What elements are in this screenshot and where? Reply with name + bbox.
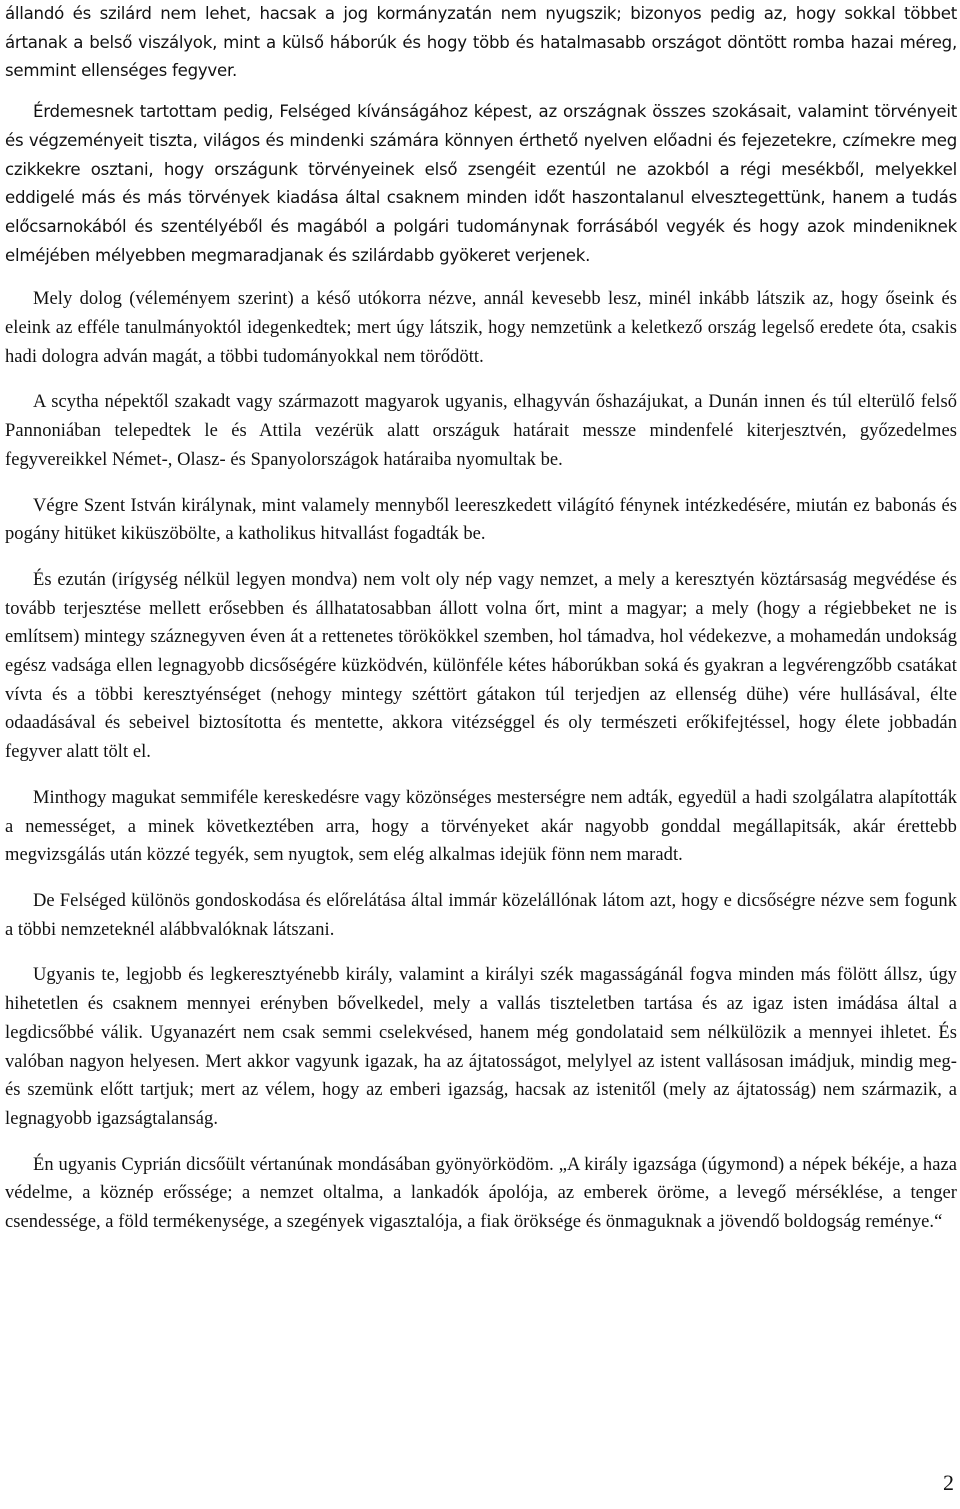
paragraph: Végre Szent István királynak, mint valamely mennyből leereszkedett világító fénynek intézkedésére, miután ez babonás és pogány hitüket kiküszöbölte, a katholikus hitvallást fogadták be. — [5, 495, 957, 545]
document-page — [5, 0, 957, 1254]
paragraph: Minthogy magukat semmiféle kereskedésre vagy közönséges mesterségre nem adták, egyedül a hadi szolgálatra alapították a nemességet, a minek következtében arra, hogy a törvényeket akár nagyobb gonddal megállapitsák, akár érettebb megvizsgálás után közzé tegyék, sem nyugtok, sem elég alkalmas idejük fönn nem maradt. — [5, 787, 957, 866]
paragraph: Én ugyanis Cyprián dicsőült vértanúnak mondásában gyönyörködöm. „A király igazsága (úgymond) a népek békéje, a haza védelme, a köznép erőssége; a nemzet oltalma, a lankadók ápolója, az emberek öröme, a levegő mérséklése, a tenger csendessége, a föld termékenysége, a szegények vigasztalója, a fiak öröksége és önmaguknak a jövendő boldogság reménye.“ — [5, 1154, 957, 1233]
paragraph: És ezután (irígység nélkül legyen mondva) nem volt oly nép vagy nemzet, a mely a keresztyén köztársaság megvédése és tovább terjesztése mellett erősebben és állhatatosabban állott volna őrt, mint a magyar; a mely (hogy a régiebbeket ne is említsem) mintegy száznegyven éven át a rettenetes törökökkel szemben, hol támadva, hol védekezve, a mohamedán undokság egész vadsága ellen legnagyobb dicsőségére küzködvén, különféle kétes háborúkban soká és gyakran a legvérengzőbb csatákat vívta és a többi keresztyénséget (nehogy mintegy széttört gátakon túl terjedjen az ellenség dühe) vére hullásával, élte odaadásával és sebeivel biztosította és mentette, akkora vitézséggel és oly természeti erőkifejtéssel, hogy élete jobbadán fegyver alatt tölt el. — [5, 569, 957, 763]
paragraph: Mely dolog (véleményem szerint) a késő utókorra nézve, annál kevesebb lesz, minél inkább látszik az, hogy őseink és eleink az efféle tanulmányoktól idegenkedtek; mert úgy látszik, hogy nemzetünk a keletkező ország legelső eredete óta, csakis hadi dologra adván magát, a többi tudományokkal nem törődött. — [5, 289, 957, 367]
paragraph: A scytha népektől szakadt vagy származott magyarok ugyanis, elhagyván őshazájukat, a Dunán innen és túl elterülő felső Pannoniában telepedtek le és Attila vezérük alatt országuk határait messze mindenfelé kiterjesztvén, győzedelmes fegyvereikkel Német-, Olasz- és Spanyolországok határaiba nyomultak be. — [5, 392, 957, 470]
paragraph: De Felséged különös gondoskodása és előrelátása által immár közelállónak látom azt, hogy e dicsőségre nézve sem fogunk a többi nemzeteknél alábbvalóknak látszani. — [5, 890, 957, 940]
page-number: 2 — [943, 1470, 954, 1495]
paragraph-continued: állandó és szilárd nem lehet, hacsak a jog kormányzatán nem nyugszik; bizonyos pedig az, hogy sokkal többet ártanak a belső viszályok, mint a külső háborúk és hogy több és hatalmasabb országot döntött romba hazai méreg, semmint ellenséges fegyver. — [5, 4, 957, 81]
paragraph: Ugyanis te, legjobb és legkeresztyénebb király, valamint a királyi szék magasságánál fogva minden más fölött állsz, úgy hihetetlen és csaknem mennyei erényben bővelkedel, mely a vallás tiszteletben tartása és az igaz isten imádása által a legdicsőbbé válik. Ugyanazért nem csak semmi cselekvésed, hanem még gondolataid sem nélkülözik a mennyei ihletet. És valóban nagyon helyesen. Mert akkor vagyunk igazak, ha az ájtatosságot, melylyel az istent vallásosan imádjuk, mindig meg- és szemünk előtt tartjuk; mert az vélem, hogy az emberi igazság, hacsak az istenitől (mely az ájtatosság) nem származik, a legnagyobb igazságtalanság. — [5, 965, 957, 1129]
paragraph: Érdemesnek tartottam pedig, Felséged kívánságához képest, az országnak összes szokásait, valamint törvényeit és végzeményeit tiszta, világos és mindenki számára könnyen érthető nyelven előadni és fejezetekre, czímekre meg czikkekre osztani, hogy országunk törvényeinek első zsengéit ezentúl ne azokból a régi mesékből, melyekkel eddigelé más és más törvények kiadása által csaknem minden időt haszontalanul elvesztegettünk, hanem a tudás előcsarnokából és szentélyéből és magából a polgári tudománynak forrásából vegyék és hogy azok mindeniknek elméjében mélyebben megmaradjanak és szilárdabb gyökeret verjenek. — [5, 102, 957, 265]
